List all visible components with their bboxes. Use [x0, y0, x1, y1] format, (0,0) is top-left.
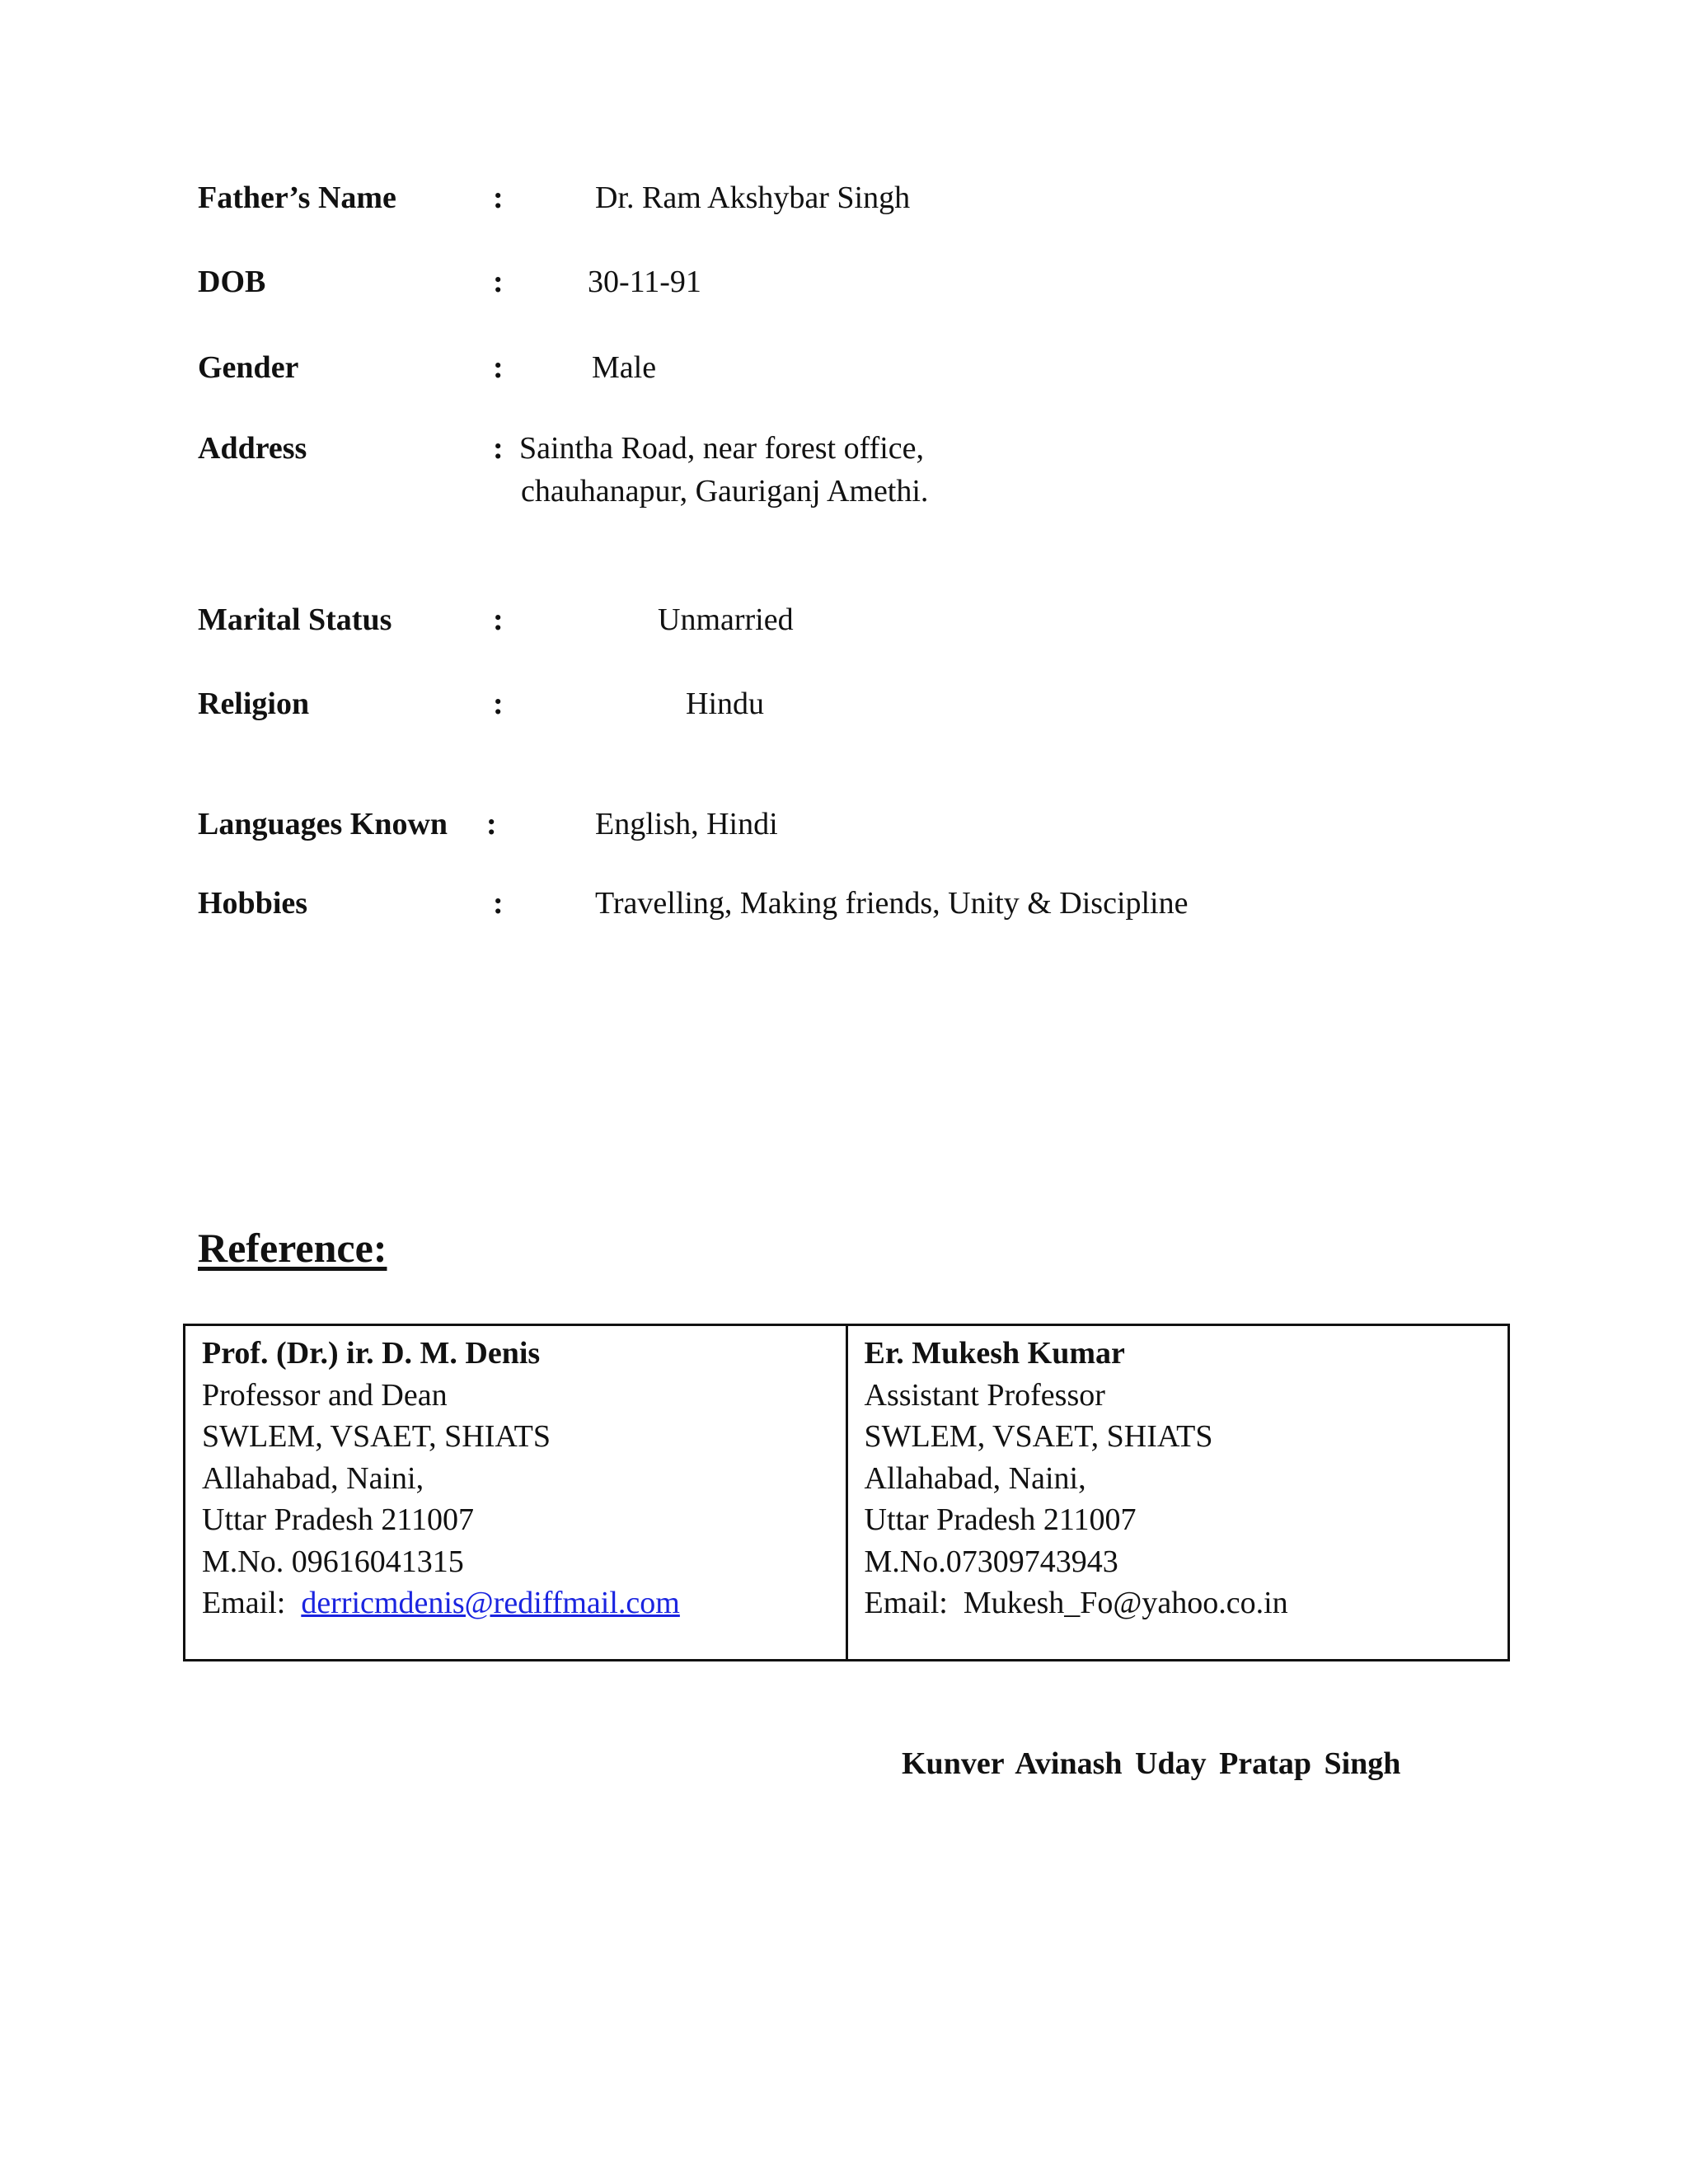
address-colon: : — [493, 431, 504, 466]
marital-status-colon: : — [493, 602, 504, 637]
dob-colon: : — [493, 265, 504, 299]
reference-2-email-line — [865, 1582, 1492, 1624]
hobbies-value: Travelling, Making friends, Unity & Discipline — [595, 886, 1189, 921]
religion-value: Hindu — [686, 687, 764, 721]
reference-1-designation: Professor and Dean — [202, 1377, 448, 1413]
address-line-1: Saintha Road, near forest office, — [519, 431, 925, 466]
hobbies-label: Hobbies — [198, 886, 308, 921]
languages-colon: : — [486, 807, 497, 841]
reference-1-mobile: M.No. 09616041315 — [202, 1544, 464, 1579]
reference-1-name: Prof. (Dr.) ir. D. M. Denis — [202, 1336, 541, 1371]
fathers-name-colon: : — [493, 180, 504, 215]
reference-heading: Reference: — [198, 1225, 387, 1271]
reference-cell-1 — [185, 1326, 846, 1659]
reference-1-city: Allahabad, Naini, — [202, 1460, 424, 1496]
reference-2-email-prefix: Email: — [864, 1586, 948, 1620]
religion-label: Religion — [198, 687, 310, 721]
marital-status-label: Marital Status — [198, 602, 392, 637]
gender-value: Male — [592, 350, 657, 385]
signature-name: Kunver Avinash Uday Pratap Singh — [902, 1746, 1401, 1781]
reference-2-mobile: M.No.07309743943 — [864, 1544, 1118, 1579]
reference-1-department: SWLEM, VSAET, SHIATS — [202, 1419, 551, 1454]
reference-cell-2 — [846, 1326, 1508, 1659]
hobbies-colon: : — [493, 886, 504, 921]
reference-1-email-link[interactable]: derricmdenis@rediffmail.com — [301, 1586, 680, 1620]
marital-status-value: Unmarried — [658, 602, 794, 637]
gender-colon: : — [493, 350, 504, 385]
fathers-name-label: Father’s Name — [198, 180, 396, 215]
reference-2-designation: Assistant Professor — [864, 1377, 1105, 1413]
reference-2-city: Allahabad, Naini, — [864, 1460, 1086, 1496]
address-label: Address — [198, 431, 307, 466]
languages-label: Languages Known — [198, 807, 448, 841]
reference-table — [183, 1324, 1510, 1661]
reference-1-email-prefix: Email: — [202, 1586, 286, 1620]
reference-2-state: Uttar Pradesh 211007 — [864, 1502, 1137, 1537]
religion-colon: : — [493, 687, 504, 721]
reference-2-name: Er. Mukesh Kumar — [864, 1336, 1125, 1371]
reference-1-email-line — [202, 1582, 829, 1624]
reference-2-department: SWLEM, VSAET, SHIATS — [864, 1419, 1213, 1454]
languages-value: English, Hindi — [595, 807, 778, 841]
reference-2-email: Mukesh_Fo@yahoo.co.in — [963, 1586, 1288, 1620]
dob-label: DOB — [198, 265, 266, 299]
dob-value: 30-11-91 — [588, 265, 701, 299]
address-line-2: chauhanapur, Gauriganj Amethi. — [521, 474, 929, 509]
fathers-name-value: Dr. Ram Akshybar Singh — [595, 180, 911, 215]
gender-label: Gender — [198, 350, 299, 385]
reference-1-state: Uttar Pradesh 211007 — [202, 1502, 474, 1537]
